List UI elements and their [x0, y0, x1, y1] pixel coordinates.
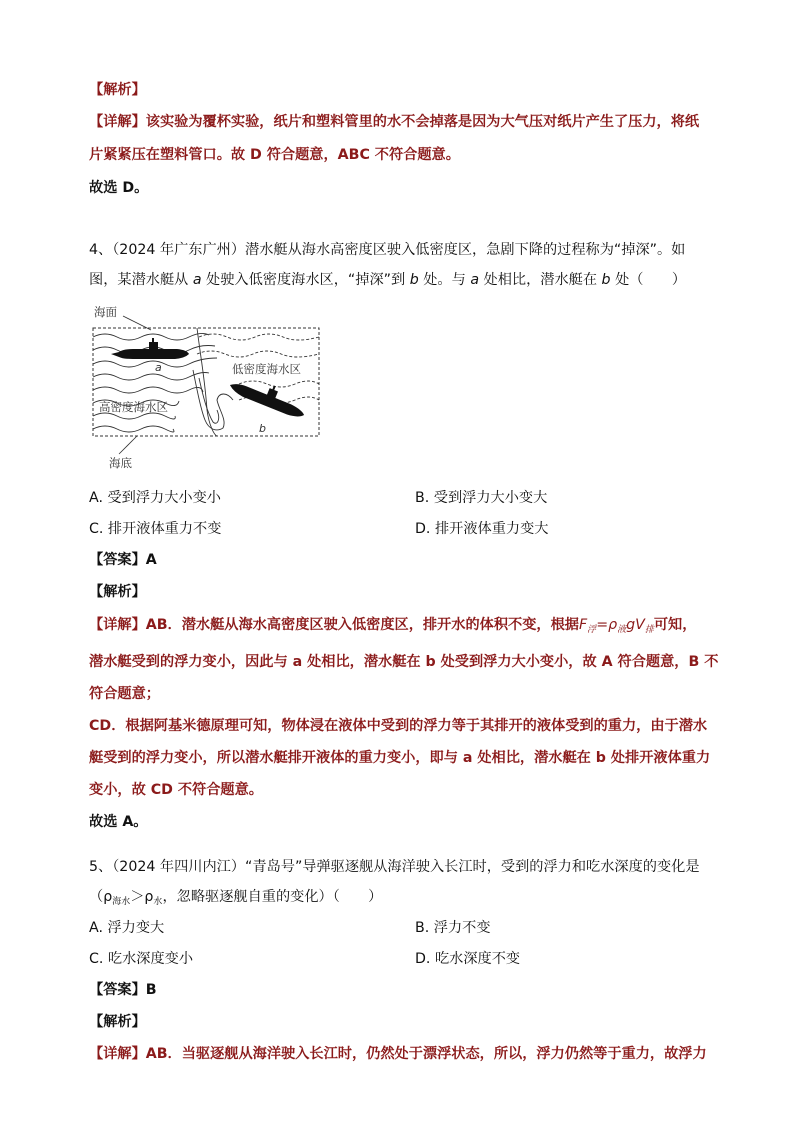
conclusion-text: 故选 D。 [89, 180, 149, 196]
submarine-a-icon [111, 338, 189, 359]
q4-detail-line1: 【详解】AB．潜水艇从海水高密度区驶入低密度区，排开水的体积不变，根据$F_浮=\rho_液gV_排$可知， [89, 617, 697, 635]
q4-option-a: A. 受到浮力大小变小 [89, 490, 221, 506]
label-b: b [259, 422, 266, 435]
q4-stem-line1: 4、（2024 年广东广州）潜水艇从海水高密度区驶入低密度区，急剧下降的过程称为“掉深”。如 [89, 242, 686, 258]
q4-stem-line2: 图，某潜水艇从 a 处驶入低密度海水区，“掉深”到 b 处。与 a 处相比，潜水艇在 b 处（ ） [89, 272, 687, 288]
figure-frame [93, 328, 319, 436]
q4-option-b: B. 受到浮力大小变大 [415, 490, 548, 506]
label-high-density: 高密度海水区 [99, 400, 168, 414]
submarine-b-icon [228, 370, 310, 420]
q5-answer: 【答案】B [89, 982, 157, 998]
analysis-heading: 【解析】 [89, 82, 146, 98]
q4-detail-line5: 艇受到的浮力变小，所以潜水艇排开液体的重力变小，即与 a 处相比，潜水艇在 b 处排开液体重力 [89, 750, 711, 766]
q5-option-c: C. 吃水深度变小 [89, 951, 194, 967]
q5-option-d: D. 吃水深度不变 [415, 951, 521, 967]
q4-option-c: C. 排开液体重力不变 [89, 521, 222, 537]
q5-detail-line1: 【详解】AB．当驱逐舰从海洋驶入长江时，仍然处于漂浮状态，所以，浮力仍然等于重力，故浮力 [89, 1046, 707, 1062]
q4-detail-line2: 潜水艇受到的浮力变小，因此与 a 处相比，潜水艇在 b 处受到浮力大小变小，故 A 符合题意，B 不 [89, 654, 719, 670]
q5-option-b: B. 浮力不变 [415, 920, 491, 936]
label-low-density: 低密度海水区 [232, 362, 301, 376]
q5-stem-line2: （$\rho_{海水}>\rho_水$，忽略驱逐舰自重的变化）（ ） [89, 889, 383, 907]
q4-analysis-heading: 【解析】 [89, 584, 146, 600]
buoyancy-formula: $F_浮=\rho_液gV_排$ [579, 617, 654, 635]
label-a: a [155, 361, 162, 374]
q5-analysis-heading: 【解析】 [89, 1014, 146, 1030]
label-sea-floor: 海底 [109, 456, 132, 470]
submarine-figure [89, 300, 325, 478]
q4-detail-line6: 变小，故 CD 不符合题意。 [89, 782, 263, 798]
label-sea-surface: 海面 [94, 305, 117, 319]
q4-option-d: D. 排开液体重力变大 [415, 521, 549, 537]
q5-stem-line1: 5、（2024 年四川内江）“青岛号”导弹驱逐舰从海洋驶入长江时，受到的浮力和吃水深度的变化是 [89, 859, 700, 875]
q4-detail-line4: CD．根据阿基米德原理可知，物体浸在液体中受到的浮力等于其排开的液体受到的重力，由于潜水 [89, 718, 708, 734]
detail-paragraph: 【详解】该实验为覆杯实验，纸片和塑料管里的水不会掉落是因为大气压对纸片产生了压力，将纸 [89, 114, 700, 130]
q4-detail-line3: 符合题意； [89, 686, 160, 702]
q4-answer: 【答案】A [89, 552, 157, 568]
q4-conclusion: 故选 A。 [89, 814, 148, 830]
q5-option-a: A. 浮力变大 [89, 920, 165, 936]
detail-paragraph-cont: 片紧紧压在塑料管口。故 D 符合题意，ABC 不符合题意。 [89, 147, 460, 163]
